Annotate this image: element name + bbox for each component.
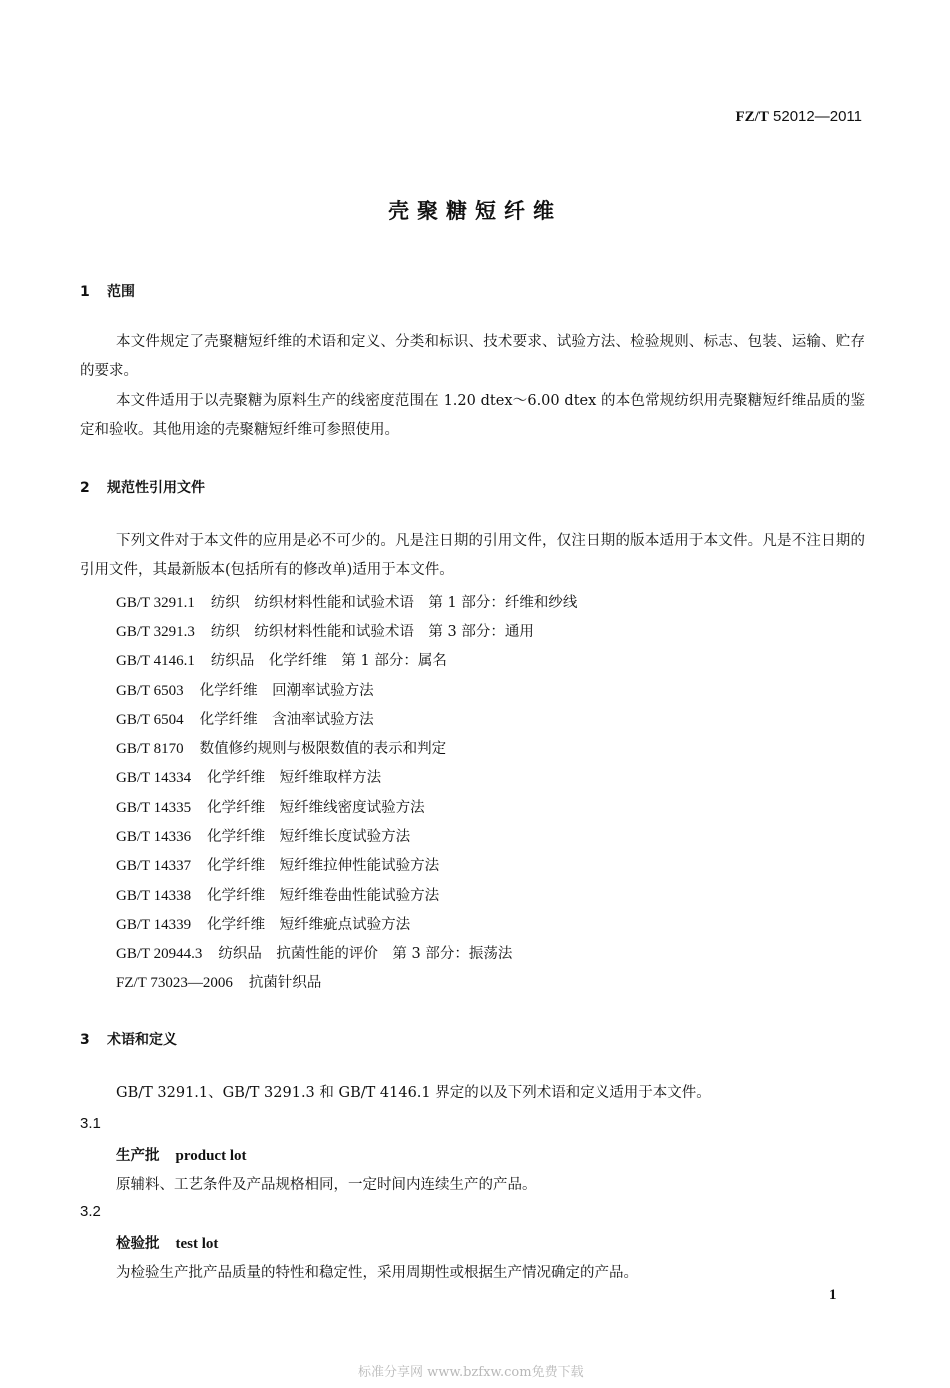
reference-title: 纺织品 抗菌性能的评价 第 3 部分：振荡法: [218, 946, 513, 962]
terms-intro-paragraph: GB/T 3291.1、GB/T 3291.3 和 GB/T 4146.1 界定的以及下列术语和定义适用于本文件。: [116, 1085, 711, 1101]
standard-code-number: 52012—2011: [773, 108, 862, 125]
reference-title: 化学纤维 短纤维疵点试验方法: [207, 917, 411, 933]
reference-item: [116, 971, 321, 992]
reference-item: [116, 679, 374, 700]
section-number: 3: [80, 1032, 90, 1048]
watermark: 标准分享网 www.bzfxw.com免费下载: [358, 1365, 584, 1380]
reference-item: [116, 708, 374, 729]
reference-code: GB/T 3291.3: [116, 624, 195, 640]
term-definition: 为检验生产批产品质量的特性和稳定性，采用周期性或根据生产情况确定的产品。: [116, 1265, 638, 1281]
reference-code: GB/T 4146.1: [116, 653, 195, 669]
scope-paragraph-2: 本文件适用于以壳聚糖为原料生产的线密度范围在 1.20 dtex～6.00 dtex 的本色常规纺织用壳聚糖短纤维品质的鉴定和验收。其他用途的壳聚糖短纤维可参照使用。: [80, 393, 865, 438]
reference-code: GB/T 14339: [116, 917, 192, 933]
reference-code: GB/T 8170: [116, 741, 184, 757]
reference-code: FZ/T 73023—2006: [116, 975, 233, 991]
reference-code: GB/T 6504: [116, 712, 184, 728]
reference-item: [116, 796, 425, 817]
reference-item: [116, 649, 447, 670]
reference-title: 纺织 纺织材料性能和试验术语 第 1 部分：纤维和纱线: [210, 595, 578, 611]
page-number: 1: [829, 1287, 837, 1303]
reference-title: 化学纤维 短纤维线密度试验方法: [207, 800, 425, 816]
reference-item: [116, 737, 446, 758]
term-name-en: product lot: [175, 1148, 247, 1164]
reference-item: [116, 825, 410, 846]
scope-paragraph-1: 本文件规定了壳聚糖短纤维的术语和定义、分类和标识、技术要求、试验方法、检验规则、标志、包装、运输、贮存的要求。: [80, 334, 865, 379]
reference-title: 化学纤维 含油率试验方法: [199, 712, 374, 728]
reference-title: 化学纤维 短纤维长度试验方法: [207, 829, 411, 845]
section-title: 规范性引用文件: [107, 480, 205, 496]
reference-code: GB/T 6503: [116, 683, 184, 699]
reference-title: 纺织品 化学纤维 第 1 部分：属名: [210, 653, 447, 669]
reference-code: GB/T 20944.3: [116, 946, 203, 962]
reference-item: [116, 854, 439, 875]
section-number: 2: [80, 480, 90, 496]
reference-item: [116, 766, 381, 787]
section-number: 1: [80, 284, 90, 300]
reference-title: 化学纤维 短纤维拉伸性能试验方法: [207, 858, 440, 874]
reference-code: GB/T 14334: [116, 770, 192, 786]
reference-title: 化学纤维 回潮率试验方法: [199, 683, 374, 699]
reference-title: 数值修约规则与极限数值的表示和判定: [199, 741, 447, 757]
reference-item: [116, 591, 577, 612]
references-intro-paragraph: 下列文件对于本文件的应用是必不可少的。凡是注日期的引用文件，仅注日期的版本适用于本文件。凡是不注日期的引用文件，其最新版本(包括所有的修改单)适用于本文件。: [80, 533, 865, 578]
standard-code-prefix: FZ/T: [735, 109, 769, 125]
term-name-zh: 生产批: [116, 1147, 160, 1164]
reference-item: [116, 884, 439, 905]
section-3-heading: [80, 1029, 177, 1049]
term-name: [116, 1232, 218, 1253]
section-1-heading: [80, 281, 135, 301]
section-title: 术语和定义: [107, 1032, 177, 1048]
reference-code: GB/T 14335: [116, 800, 192, 816]
section-title: 范围: [107, 284, 135, 300]
reference-code: GB/T 3291.1: [116, 595, 195, 611]
reference-title: 抗菌针织品: [248, 975, 322, 991]
term-name: [116, 1144, 246, 1165]
reference-item: [116, 620, 534, 641]
reference-code: GB/T 14338: [116, 888, 192, 904]
reference-item: [116, 913, 410, 934]
reference-code: GB/T 14337: [116, 858, 192, 874]
standard-code: [736, 108, 862, 126]
term-name-en: test lot: [175, 1236, 219, 1252]
term-number: 3.2: [80, 1203, 101, 1220]
reference-item: [116, 942, 512, 963]
reference-title: 化学纤维 短纤维取样方法: [207, 770, 382, 786]
section-2-heading: [80, 477, 205, 497]
term-number: 3.1: [80, 1115, 101, 1132]
reference-title: 化学纤维 短纤维卷曲性能试验方法: [207, 888, 440, 904]
term-definition: 原辅料、工艺条件及产品规格相同，一定时间内连续生产的产品。: [116, 1177, 537, 1193]
reference-title: 纺织 纺织材料性能和试验术语 第 3 部分：通用: [210, 624, 534, 640]
term-name-zh: 检验批: [116, 1235, 160, 1252]
document-title: 壳聚糖短纤维: [388, 199, 562, 223]
reference-code: GB/T 14336: [116, 829, 192, 845]
